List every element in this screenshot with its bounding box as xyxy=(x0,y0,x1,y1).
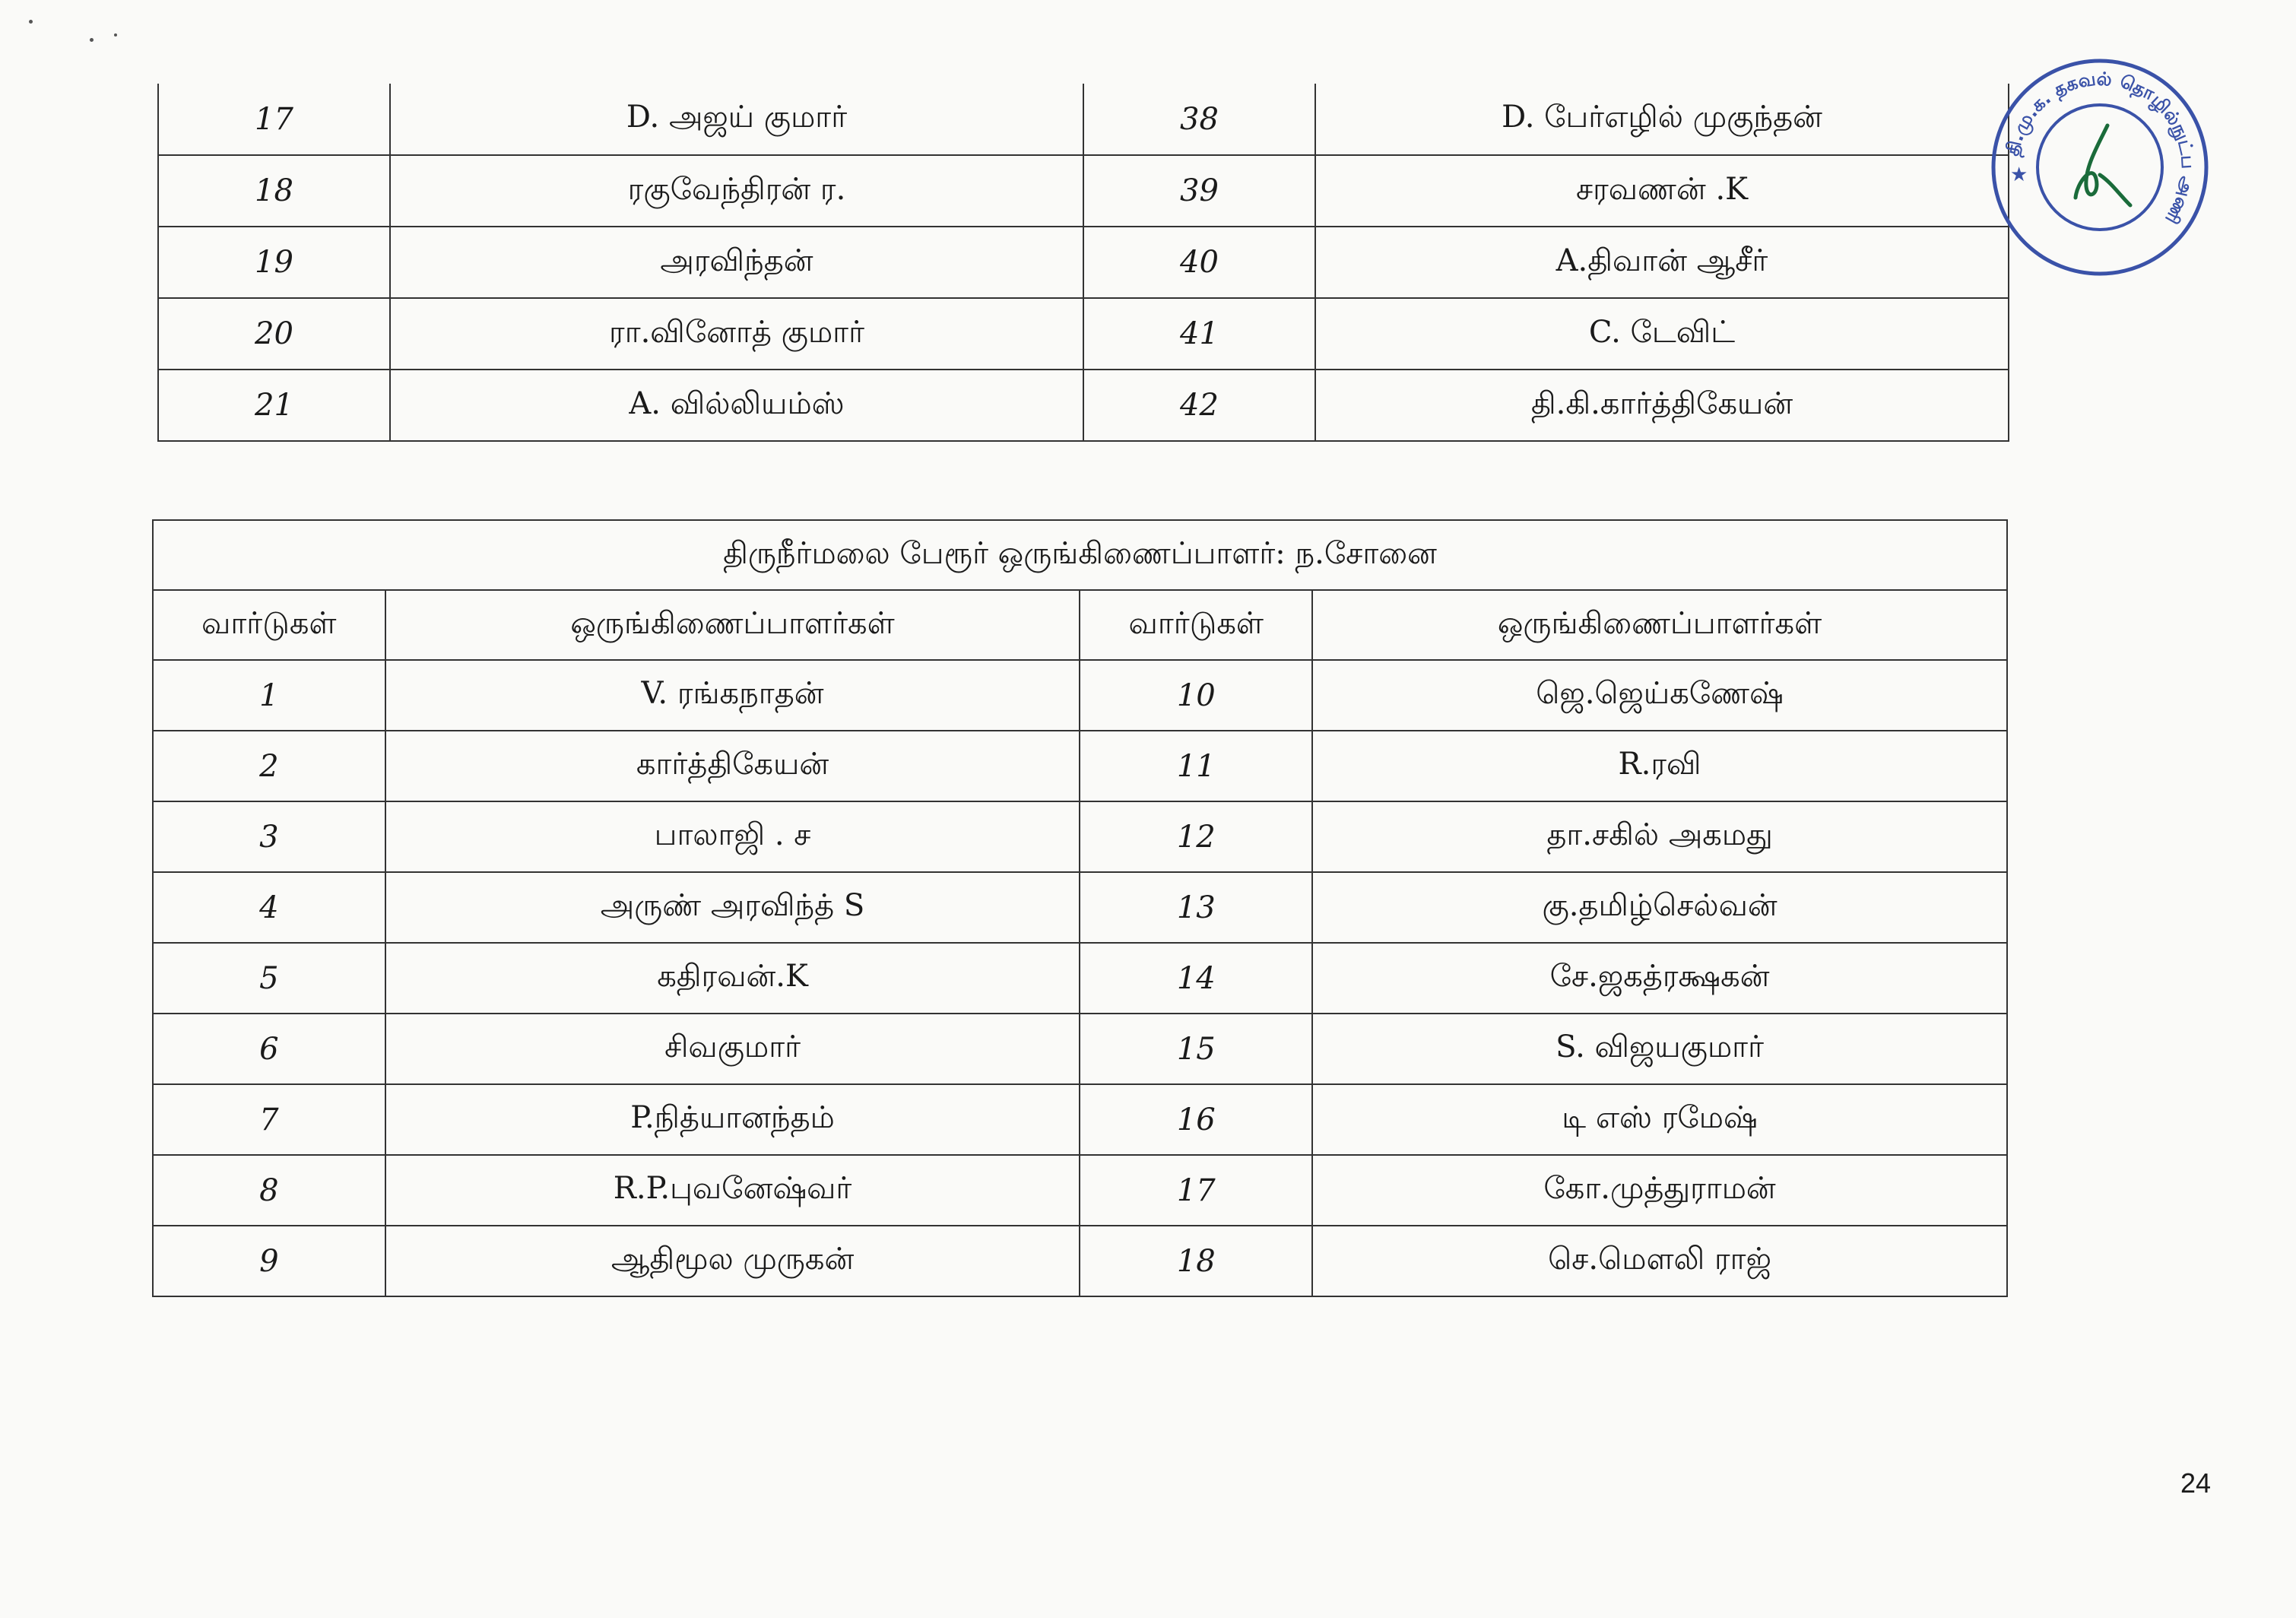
coordinator-name: S. விஜயகுமார் xyxy=(1312,1014,2007,1084)
column-header-wards: வார்டுகள் xyxy=(153,590,385,660)
paper-speck xyxy=(114,33,117,36)
coordinator-name: R.P.புவனேஷ்வர் xyxy=(385,1155,1080,1226)
ward-number: 18 xyxy=(1080,1226,1312,1296)
coordinator-name: அருண் அரவிந்த் S xyxy=(385,872,1080,943)
table-row xyxy=(153,1084,2007,1155)
column-header-coordinators: ஒருங்கிணைப்பாளர்கள் xyxy=(1312,590,2007,660)
coordinator-name: P.நித்யானந்தம் xyxy=(385,1084,1080,1155)
coordinator-name: R.ரவி xyxy=(1312,731,2007,801)
ward-number: 19 xyxy=(158,227,390,298)
table-row xyxy=(153,801,2007,872)
ward-number: 17 xyxy=(1080,1155,1312,1226)
coordinator-name: செ.மௌலி ராஜ் xyxy=(1312,1226,2007,1296)
table-row xyxy=(158,227,2009,298)
ward-number: 42 xyxy=(1083,370,1315,441)
thiruneermalai-coordinators-table xyxy=(152,519,2008,1297)
svg-text:★: ★ xyxy=(2010,163,2028,186)
coordinator-name: சே.ஜகத்ரக்ஷகன் xyxy=(1312,943,2007,1014)
ward-number: 3 xyxy=(153,801,385,872)
ward-number: 21 xyxy=(158,370,390,441)
table-row xyxy=(158,84,2009,155)
coordinator-name: C. டேவிட் xyxy=(1315,298,2009,370)
table-row xyxy=(153,660,2007,731)
paper-speck xyxy=(90,38,94,42)
seal-text: தி.மு.க. தகவல் தொழில்நுட்ப அணி xyxy=(2001,68,2199,228)
ward-number: 2 xyxy=(153,731,385,801)
coordinator-name: சிவகுமார் xyxy=(385,1014,1080,1084)
table-row xyxy=(153,872,2007,943)
table-title-row xyxy=(153,520,2007,590)
coordinator-name: கு.தமிழ்செல்வன் xyxy=(1312,872,2007,943)
ward-number: 38 xyxy=(1083,84,1315,155)
paper-speck xyxy=(29,20,33,24)
table-row xyxy=(158,298,2009,370)
ward-number: 18 xyxy=(158,155,390,227)
ward-number: 9 xyxy=(153,1226,385,1296)
coordinator-name: பாலாஜி . ச xyxy=(385,801,1080,872)
table-header-row xyxy=(153,590,2007,660)
coordinator-name: A. வில்லியம்ஸ் xyxy=(390,370,1083,441)
ward-number: 13 xyxy=(1080,872,1312,943)
ward-number: 6 xyxy=(153,1014,385,1084)
table-title: திருநீர்மலை பேரூர் ஒருங்கிணைப்பாளர்: ந.சோனை xyxy=(153,520,2007,590)
coordinator-name: கோ.முத்துராமன் xyxy=(1312,1155,2007,1226)
coordinator-name: சரவணன் .K xyxy=(1315,155,2009,227)
column-header-coordinators: ஒருங்கிணைப்பாளர்கள் xyxy=(385,590,1080,660)
coordinator-name: D. அஜய் குமார் xyxy=(390,84,1083,155)
coordinator-name: கார்த்திகேயன் xyxy=(385,731,1080,801)
ward-number: 41 xyxy=(1083,298,1315,370)
coordinator-name: ஆதிமூல முருகன் xyxy=(385,1226,1080,1296)
ward-number: 15 xyxy=(1080,1014,1312,1084)
table-row xyxy=(153,943,2007,1014)
ward-number: 17 xyxy=(158,84,390,155)
coordinator-name: கதிரவன்.K xyxy=(385,943,1080,1014)
coordinator-name: ரகுவேந்திரன் ர. xyxy=(390,155,1083,227)
table-row xyxy=(153,731,2007,801)
coordinator-name: தி.கி.கார்த்திகேயன் xyxy=(1315,370,2009,441)
coordinator-name: ரா.வினோத் குமார் xyxy=(390,298,1083,370)
ward-number: 14 xyxy=(1080,943,1312,1014)
table-row xyxy=(153,1155,2007,1226)
coordinator-name: ஜெ.ஜெய்கணேஷ் xyxy=(1312,660,2007,731)
ward-number: 40 xyxy=(1083,227,1315,298)
table-row xyxy=(153,1226,2007,1296)
page-number: 24 xyxy=(2180,1467,2212,1499)
coordinator-name: V. ரங்கநாதன் xyxy=(385,660,1080,731)
coordinator-name: தா.சகில் அகமது xyxy=(1312,801,2007,872)
ward-number: 10 xyxy=(1080,660,1312,731)
coordinator-name: டி எஸ் ரமேஷ் xyxy=(1312,1084,2007,1155)
ward-number: 20 xyxy=(158,298,390,370)
ward-number: 16 xyxy=(1080,1084,1312,1155)
official-seal-stamp xyxy=(1986,53,2214,281)
column-header-wards: வார்டுகள் xyxy=(1080,590,1312,660)
coordinator-name: அரவிந்தன் xyxy=(390,227,1083,298)
coordinator-name: D. பேர்எழில் முகுந்தன் xyxy=(1315,84,2009,155)
coordinator-name: A.திவான் ஆசீர் xyxy=(1315,227,2009,298)
ward-number: 12 xyxy=(1080,801,1312,872)
signature xyxy=(2076,125,2130,205)
ward-number: 39 xyxy=(1083,155,1315,227)
ward-number: 8 xyxy=(153,1155,385,1226)
ward-coordinators-table-continued xyxy=(157,84,2009,442)
ward-number: 4 xyxy=(153,872,385,943)
table-row xyxy=(158,370,2009,441)
ward-number: 1 xyxy=(153,660,385,731)
table-row xyxy=(153,1014,2007,1084)
table-row xyxy=(158,155,2009,227)
ward-number: 7 xyxy=(153,1084,385,1155)
ward-number: 5 xyxy=(153,943,385,1014)
ward-number: 11 xyxy=(1080,731,1312,801)
